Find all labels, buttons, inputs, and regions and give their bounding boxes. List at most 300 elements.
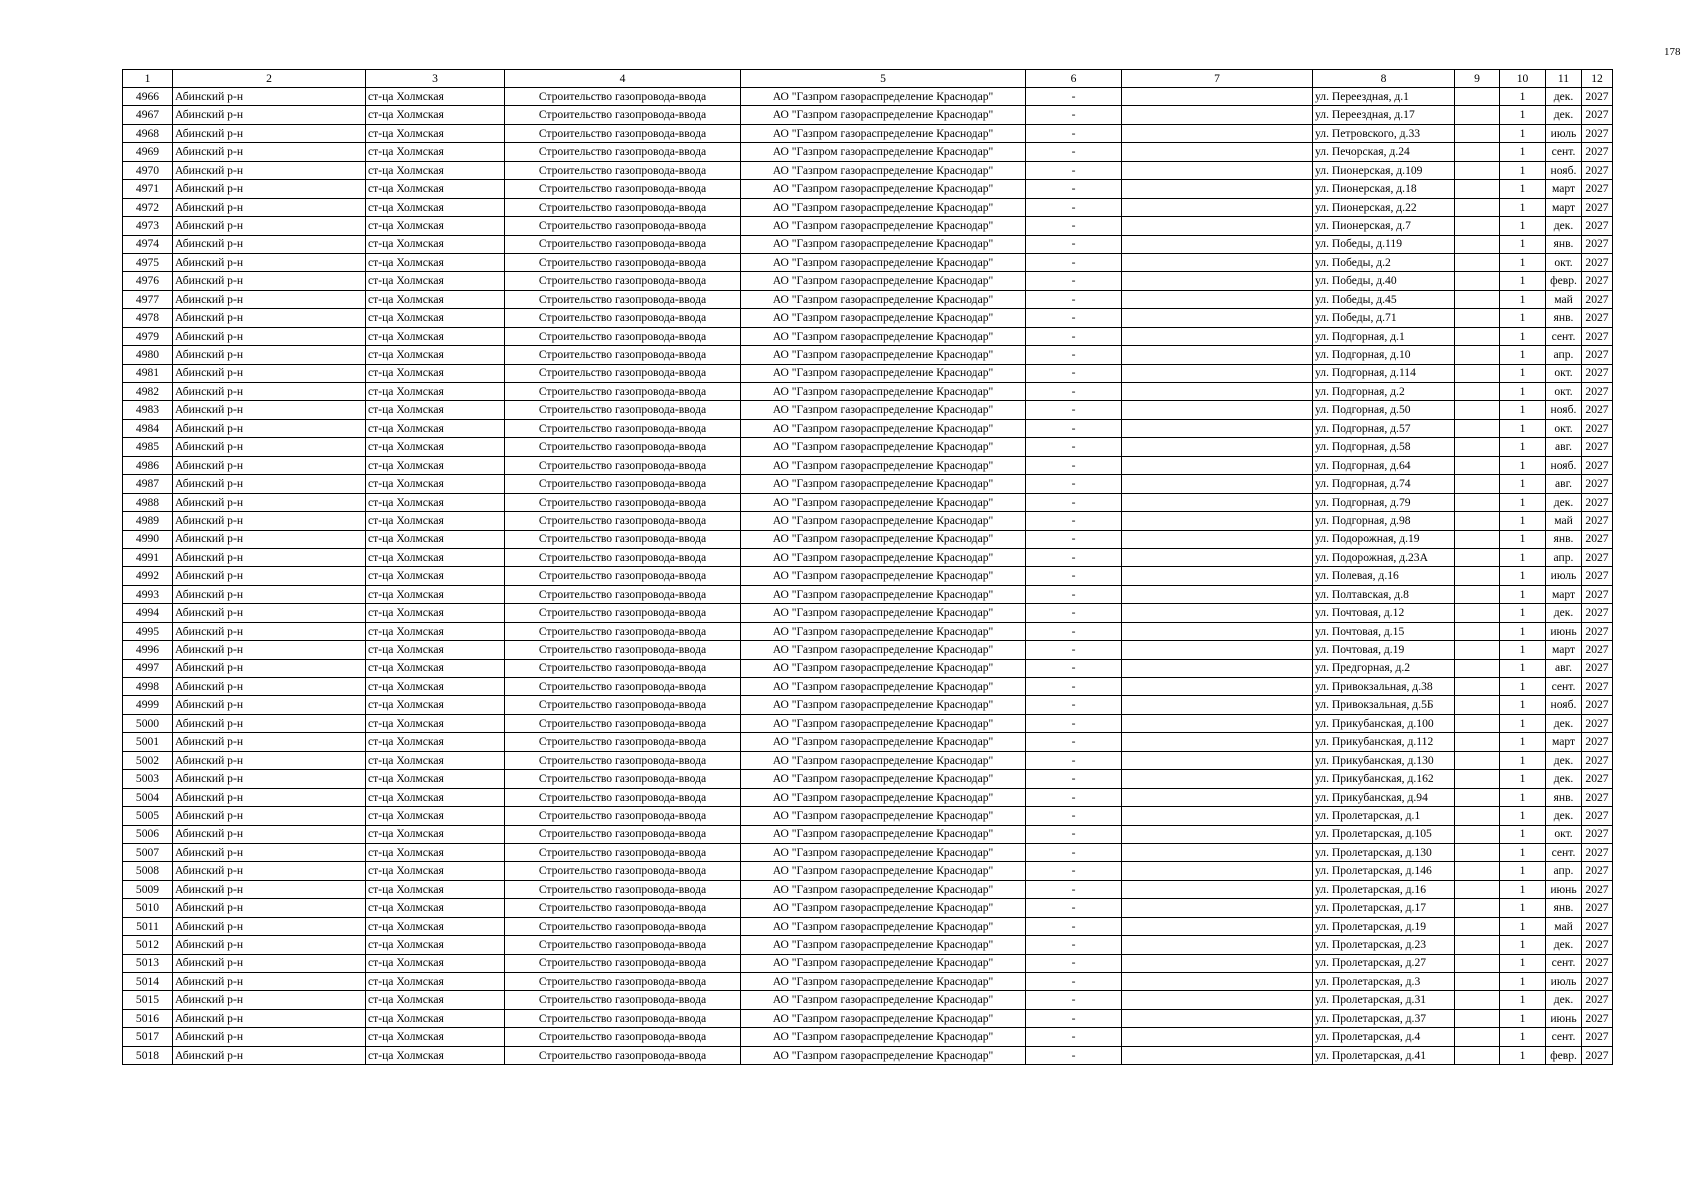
col9-cell (1455, 217, 1500, 235)
district-cell: Абинский р-н (173, 770, 366, 788)
address-cell: ул. Прикубанская, д.112 (1313, 733, 1455, 751)
address-cell: ул. Полевая, д.16 (1313, 567, 1455, 585)
district-cell: Абинский р-н (173, 936, 366, 954)
work-type-cell: Строительство газопровода-ввода (505, 825, 741, 843)
table-row (123, 917, 1613, 935)
table-row (123, 733, 1613, 751)
month-cell: июль (1546, 124, 1582, 142)
district-cell: Абинский р-н (173, 733, 366, 751)
row-number-cell: 4977 (123, 290, 173, 308)
month-cell: дек. (1546, 88, 1582, 106)
organization-cell: АО "Газпром газораспределение Краснодар" (741, 880, 1026, 898)
row-number-cell: 5007 (123, 843, 173, 861)
year-cell: 2027 (1582, 954, 1613, 972)
col9-cell (1455, 512, 1500, 530)
month-cell: сент. (1546, 843, 1582, 861)
table-row (123, 419, 1613, 437)
settlement-cell: ст-ца Холмская (366, 991, 505, 1009)
organization-cell: АО "Газпром газораспределение Краснодар" (741, 383, 1026, 401)
quantity-cell: 1 (1500, 456, 1546, 474)
col9-cell (1455, 438, 1500, 456)
month-cell: июнь (1546, 1009, 1582, 1027)
organization-cell: АО "Газпром газораспределение Краснодар" (741, 825, 1026, 843)
organization-cell: АО "Газпром газораспределение Краснодар" (741, 198, 1026, 216)
address-cell: ул. Подгорная, д.98 (1313, 512, 1455, 530)
quantity-cell: 1 (1500, 770, 1546, 788)
quantity-cell: 1 (1500, 567, 1546, 585)
settlement-cell: ст-ца Холмская (366, 290, 505, 308)
col6-cell: - (1026, 880, 1122, 898)
col9-cell (1455, 456, 1500, 474)
organization-cell: АО "Газпром газораспределение Краснодар" (741, 659, 1026, 677)
month-cell: сент. (1546, 327, 1582, 345)
address-cell: ул. Пролетарская, д.37 (1313, 1009, 1455, 1027)
work-type-cell: Строительство газопровода-ввода (505, 1009, 741, 1027)
col7-cell (1122, 1028, 1313, 1046)
year-cell: 2027 (1582, 843, 1613, 861)
work-type-cell: Строительство газопровода-ввода (505, 659, 741, 677)
quantity-cell: 1 (1500, 954, 1546, 972)
month-cell: нояб. (1546, 456, 1582, 474)
quantity-cell: 1 (1500, 585, 1546, 603)
col9-cell (1455, 530, 1500, 548)
table-row (123, 512, 1613, 530)
settlement-cell: ст-ца Холмская (366, 788, 505, 806)
row-number-cell: 4968 (123, 124, 173, 142)
address-cell: ул. Победы, д.45 (1313, 290, 1455, 308)
settlement-cell: ст-ца Холмская (366, 548, 505, 566)
table-row (123, 180, 1613, 198)
quantity-cell: 1 (1500, 290, 1546, 308)
month-cell: авг. (1546, 438, 1582, 456)
organization-cell: АО "Газпром газораспределение Краснодар" (741, 936, 1026, 954)
row-number-cell: 5003 (123, 770, 173, 788)
quantity-cell: 1 (1500, 253, 1546, 271)
col7-cell (1122, 1046, 1313, 1064)
organization-cell: АО "Газпром газораспределение Краснодар" (741, 512, 1026, 530)
row-number-cell: 5000 (123, 714, 173, 732)
row-number-cell: 4983 (123, 401, 173, 419)
address-cell: ул. Привокзальная, д.38 (1313, 678, 1455, 696)
address-cell: ул. Подгорная, д.64 (1313, 456, 1455, 474)
settlement-cell: ст-ца Холмская (366, 1009, 505, 1027)
address-cell: ул. Пролетарская, д.16 (1313, 880, 1455, 898)
row-number-cell: 4999 (123, 696, 173, 714)
col9-cell (1455, 880, 1500, 898)
table-row (123, 843, 1613, 861)
district-cell: Абинский р-н (173, 475, 366, 493)
month-cell: окт. (1546, 364, 1582, 382)
district-cell: Абинский р-н (173, 954, 366, 972)
month-cell: янв. (1546, 309, 1582, 327)
table-row (123, 973, 1613, 991)
district-cell: Абинский р-н (173, 530, 366, 548)
quantity-cell: 1 (1500, 309, 1546, 327)
col6-cell: - (1026, 493, 1122, 511)
work-type-cell: Строительство газопровода-ввода (505, 309, 741, 327)
address-cell: ул. Подорожная, д.19 (1313, 530, 1455, 548)
month-cell: март (1546, 733, 1582, 751)
district-cell: Абинский р-н (173, 290, 366, 308)
col9-cell (1455, 475, 1500, 493)
col6-cell: - (1026, 161, 1122, 179)
address-cell: ул. Подгорная, д.50 (1313, 401, 1455, 419)
row-number-cell: 5006 (123, 825, 173, 843)
settlement-cell: ст-ца Холмская (366, 807, 505, 825)
quantity-cell: 1 (1500, 880, 1546, 898)
month-cell: авг. (1546, 475, 1582, 493)
col7-cell (1122, 843, 1313, 861)
month-cell: окт. (1546, 253, 1582, 271)
col9-cell (1455, 106, 1500, 124)
address-cell: ул. Прикубанская, д.130 (1313, 751, 1455, 769)
address-cell: ул. Пролетарская, д.17 (1313, 899, 1455, 917)
year-cell: 2027 (1582, 991, 1613, 1009)
col6-cell: - (1026, 825, 1122, 843)
table-row (123, 383, 1613, 401)
col6-cell: - (1026, 641, 1122, 659)
district-cell: Абинский р-н (173, 1046, 366, 1064)
year-cell: 2027 (1582, 493, 1613, 511)
row-number-cell: 4979 (123, 327, 173, 345)
quantity-cell: 1 (1500, 862, 1546, 880)
row-number-cell: 4976 (123, 272, 173, 290)
table-row (123, 88, 1613, 106)
address-cell: ул. Подгорная, д.74 (1313, 475, 1455, 493)
organization-cell: АО "Газпром газораспределение Краснодар" (741, 161, 1026, 179)
table-row (123, 659, 1613, 677)
table-row (123, 1009, 1613, 1027)
work-type-cell: Строительство газопровода-ввода (505, 770, 741, 788)
quantity-cell: 1 (1500, 751, 1546, 769)
col6-cell: - (1026, 106, 1122, 124)
row-number-cell: 4973 (123, 217, 173, 235)
table-row (123, 401, 1613, 419)
settlement-cell: ст-ца Холмская (366, 456, 505, 474)
table-row (123, 548, 1613, 566)
district-cell: Абинский р-н (173, 456, 366, 474)
settlement-cell: ст-ца Холмская (366, 714, 505, 732)
col9-cell (1455, 788, 1500, 806)
col6-cell: - (1026, 678, 1122, 696)
col6-cell: - (1026, 456, 1122, 474)
col7-cell (1122, 548, 1313, 566)
col6-cell: - (1026, 807, 1122, 825)
col7-cell (1122, 788, 1313, 806)
work-type-cell: Строительство газопровода-ввода (505, 217, 741, 235)
col7-cell (1122, 880, 1313, 898)
year-cell: 2027 (1582, 401, 1613, 419)
table-row (123, 585, 1613, 603)
col9-cell (1455, 659, 1500, 677)
table-row (123, 161, 1613, 179)
col7-cell (1122, 641, 1313, 659)
row-number-cell: 5010 (123, 899, 173, 917)
address-cell: ул. Прикубанская, д.94 (1313, 788, 1455, 806)
col9-cell (1455, 346, 1500, 364)
row-number-cell: 5005 (123, 807, 173, 825)
col6-cell: - (1026, 383, 1122, 401)
quantity-cell: 1 (1500, 843, 1546, 861)
quantity-cell: 1 (1500, 272, 1546, 290)
settlement-cell: ст-ца Холмская (366, 143, 505, 161)
district-cell: Абинский р-н (173, 604, 366, 622)
settlement-cell: ст-ца Холмская (366, 973, 505, 991)
work-type-cell: Строительство газопровода-ввода (505, 991, 741, 1009)
table-row (123, 880, 1613, 898)
month-cell: июнь (1546, 622, 1582, 640)
month-cell: март (1546, 198, 1582, 216)
work-type-cell: Строительство газопровода-ввода (505, 88, 741, 106)
row-number-cell: 5008 (123, 862, 173, 880)
col9-cell (1455, 124, 1500, 142)
col6-cell: - (1026, 751, 1122, 769)
address-cell: ул. Пролетарская, д.4 (1313, 1028, 1455, 1046)
col7-cell (1122, 770, 1313, 788)
quantity-cell: 1 (1500, 346, 1546, 364)
month-cell: янв. (1546, 530, 1582, 548)
col7-cell (1122, 143, 1313, 161)
year-cell: 2027 (1582, 696, 1613, 714)
settlement-cell: ст-ца Холмская (366, 770, 505, 788)
year-cell: 2027 (1582, 290, 1613, 308)
column-header: 3 (366, 70, 505, 88)
col9-cell (1455, 714, 1500, 732)
organization-cell: АО "Газпром газораспределение Краснодар" (741, 143, 1026, 161)
table-row (123, 604, 1613, 622)
quantity-cell: 1 (1500, 217, 1546, 235)
month-cell: окт. (1546, 383, 1582, 401)
organization-cell: АО "Газпром газораспределение Краснодар" (741, 272, 1026, 290)
col6-cell: - (1026, 1046, 1122, 1064)
row-number-cell: 5009 (123, 880, 173, 898)
table-row (123, 475, 1613, 493)
address-cell: ул. Пионерская, д.109 (1313, 161, 1455, 179)
col6-cell: - (1026, 843, 1122, 861)
col9-cell (1455, 272, 1500, 290)
year-cell: 2027 (1582, 862, 1613, 880)
row-number-cell: 4967 (123, 106, 173, 124)
quantity-cell: 1 (1500, 936, 1546, 954)
quantity-cell: 1 (1500, 548, 1546, 566)
table-row (123, 641, 1613, 659)
work-type-cell: Строительство газопровода-ввода (505, 585, 741, 603)
district-cell: Абинский р-н (173, 622, 366, 640)
address-cell: ул. Подгорная, д.1 (1313, 327, 1455, 345)
table-row (123, 770, 1613, 788)
row-number-cell: 4970 (123, 161, 173, 179)
month-cell: июнь (1546, 880, 1582, 898)
year-cell: 2027 (1582, 880, 1613, 898)
settlement-cell: ст-ца Холмская (366, 180, 505, 198)
table-row (123, 899, 1613, 917)
year-cell: 2027 (1582, 161, 1613, 179)
col9-cell (1455, 641, 1500, 659)
year-cell: 2027 (1582, 88, 1613, 106)
year-cell: 2027 (1582, 917, 1613, 935)
work-type-cell: Строительство газопровода-ввода (505, 567, 741, 585)
settlement-cell: ст-ца Холмская (366, 106, 505, 124)
organization-cell: АО "Газпром газораспределение Краснодар" (741, 530, 1026, 548)
col7-cell (1122, 659, 1313, 677)
col6-cell: - (1026, 198, 1122, 216)
settlement-cell: ст-ца Холмская (366, 862, 505, 880)
quantity-cell: 1 (1500, 383, 1546, 401)
col7-cell (1122, 714, 1313, 732)
col7-cell (1122, 253, 1313, 271)
district-cell: Абинский р-н (173, 309, 366, 327)
quantity-cell: 1 (1500, 401, 1546, 419)
year-cell: 2027 (1582, 419, 1613, 437)
work-type-cell: Строительство газопровода-ввода (505, 512, 741, 530)
col6-cell: - (1026, 327, 1122, 345)
quantity-cell: 1 (1500, 1028, 1546, 1046)
settlement-cell: ст-ца Холмская (366, 309, 505, 327)
district-cell: Абинский р-н (173, 678, 366, 696)
quantity-cell: 1 (1500, 788, 1546, 806)
quantity-cell: 1 (1500, 364, 1546, 382)
row-number-cell: 4989 (123, 512, 173, 530)
column-header: 5 (741, 70, 1026, 88)
work-type-cell: Строительство газопровода-ввода (505, 604, 741, 622)
row-number-cell: 4971 (123, 180, 173, 198)
col9-cell (1455, 1046, 1500, 1064)
col7-cell (1122, 567, 1313, 585)
page-number: 178 (1664, 46, 1681, 58)
table-row (123, 438, 1613, 456)
month-cell: март (1546, 641, 1582, 659)
column-header: 11 (1546, 70, 1582, 88)
address-cell: ул. Победы, д.119 (1313, 235, 1455, 253)
organization-cell: АО "Газпром газораспределение Краснодар" (741, 1046, 1026, 1064)
col7-cell (1122, 751, 1313, 769)
month-cell: дек. (1546, 493, 1582, 511)
year-cell: 2027 (1582, 124, 1613, 142)
col6-cell: - (1026, 659, 1122, 677)
year-cell: 2027 (1582, 899, 1613, 917)
district-cell: Абинский р-н (173, 825, 366, 843)
month-cell: сент. (1546, 143, 1582, 161)
col9-cell (1455, 567, 1500, 585)
col9-cell (1455, 862, 1500, 880)
col9-cell (1455, 1009, 1500, 1027)
settlement-cell: ст-ца Холмская (366, 493, 505, 511)
col6-cell: - (1026, 862, 1122, 880)
col7-cell (1122, 991, 1313, 1009)
year-cell: 2027 (1582, 235, 1613, 253)
settlement-cell: ст-ца Холмская (366, 419, 505, 437)
col6-cell: - (1026, 530, 1122, 548)
month-cell: янв. (1546, 788, 1582, 806)
district-cell: Абинский р-н (173, 124, 366, 142)
work-type-cell: Строительство газопровода-ввода (505, 548, 741, 566)
quantity-cell: 1 (1500, 917, 1546, 935)
col7-cell (1122, 512, 1313, 530)
address-cell: ул. Почтовая, д.15 (1313, 622, 1455, 640)
quantity-cell: 1 (1500, 678, 1546, 696)
row-number-cell: 5018 (123, 1046, 173, 1064)
row-number-cell: 4985 (123, 438, 173, 456)
year-cell: 2027 (1582, 788, 1613, 806)
col9-cell (1455, 899, 1500, 917)
quantity-cell: 1 (1500, 825, 1546, 843)
col6-cell: - (1026, 954, 1122, 972)
year-cell: 2027 (1582, 973, 1613, 991)
month-cell: дек. (1546, 714, 1582, 732)
settlement-cell: ст-ца Холмская (366, 161, 505, 179)
organization-cell: АО "Газпром газораспределение Краснодар" (741, 696, 1026, 714)
col6-cell: - (1026, 548, 1122, 566)
row-number-cell: 4992 (123, 567, 173, 585)
work-type-cell: Строительство газопровода-ввода (505, 622, 741, 640)
district-cell: Абинский р-н (173, 253, 366, 271)
work-type-cell: Строительство газопровода-ввода (505, 862, 741, 880)
col7-cell (1122, 733, 1313, 751)
organization-cell: АО "Газпром газораспределение Краснодар" (741, 1028, 1026, 1046)
year-cell: 2027 (1582, 733, 1613, 751)
year-cell: 2027 (1582, 346, 1613, 364)
month-cell: окт. (1546, 825, 1582, 843)
organization-cell: АО "Газпром газораспределение Краснодар" (741, 843, 1026, 861)
settlement-cell: ст-ца Холмская (366, 696, 505, 714)
work-type-cell: Строительство газопровода-ввода (505, 973, 741, 991)
table-row (123, 143, 1613, 161)
col6-cell: - (1026, 788, 1122, 806)
quantity-cell: 1 (1500, 991, 1546, 1009)
month-cell: нояб. (1546, 401, 1582, 419)
district-cell: Абинский р-н (173, 843, 366, 861)
col9-cell (1455, 198, 1500, 216)
col9-cell (1455, 936, 1500, 954)
organization-cell: АО "Газпром газораспределение Краснодар" (741, 899, 1026, 917)
work-type-cell: Строительство газопровода-ввода (505, 714, 741, 732)
settlement-cell: ст-ца Холмская (366, 383, 505, 401)
col7-cell (1122, 899, 1313, 917)
column-header: 1 (123, 70, 173, 88)
table-row (123, 954, 1613, 972)
row-number-cell: 4995 (123, 622, 173, 640)
col7-cell (1122, 530, 1313, 548)
row-number-cell: 4978 (123, 309, 173, 327)
row-number-cell: 5012 (123, 936, 173, 954)
row-number-cell: 4969 (123, 143, 173, 161)
col7-cell (1122, 622, 1313, 640)
settlement-cell: ст-ца Холмская (366, 1028, 505, 1046)
work-type-cell: Строительство газопровода-ввода (505, 438, 741, 456)
year-cell: 2027 (1582, 272, 1613, 290)
col7-cell (1122, 862, 1313, 880)
work-type-cell: Строительство газопровода-ввода (505, 788, 741, 806)
col7-cell (1122, 309, 1313, 327)
work-type-cell: Строительство газопровода-ввода (505, 807, 741, 825)
district-cell: Абинский р-н (173, 180, 366, 198)
settlement-cell: ст-ца Холмская (366, 936, 505, 954)
row-number-cell: 4996 (123, 641, 173, 659)
month-cell: янв. (1546, 235, 1582, 253)
table-row (123, 364, 1613, 382)
district-cell: Абинский р-н (173, 880, 366, 898)
year-cell: 2027 (1582, 309, 1613, 327)
col9-cell (1455, 493, 1500, 511)
month-cell: дек. (1546, 217, 1582, 235)
col7-cell (1122, 678, 1313, 696)
col9-cell (1455, 991, 1500, 1009)
settlement-cell: ст-ца Холмская (366, 512, 505, 530)
year-cell: 2027 (1582, 936, 1613, 954)
organization-cell: АО "Газпром газораспределение Краснодар" (741, 217, 1026, 235)
table-row (123, 807, 1613, 825)
col9-cell (1455, 401, 1500, 419)
